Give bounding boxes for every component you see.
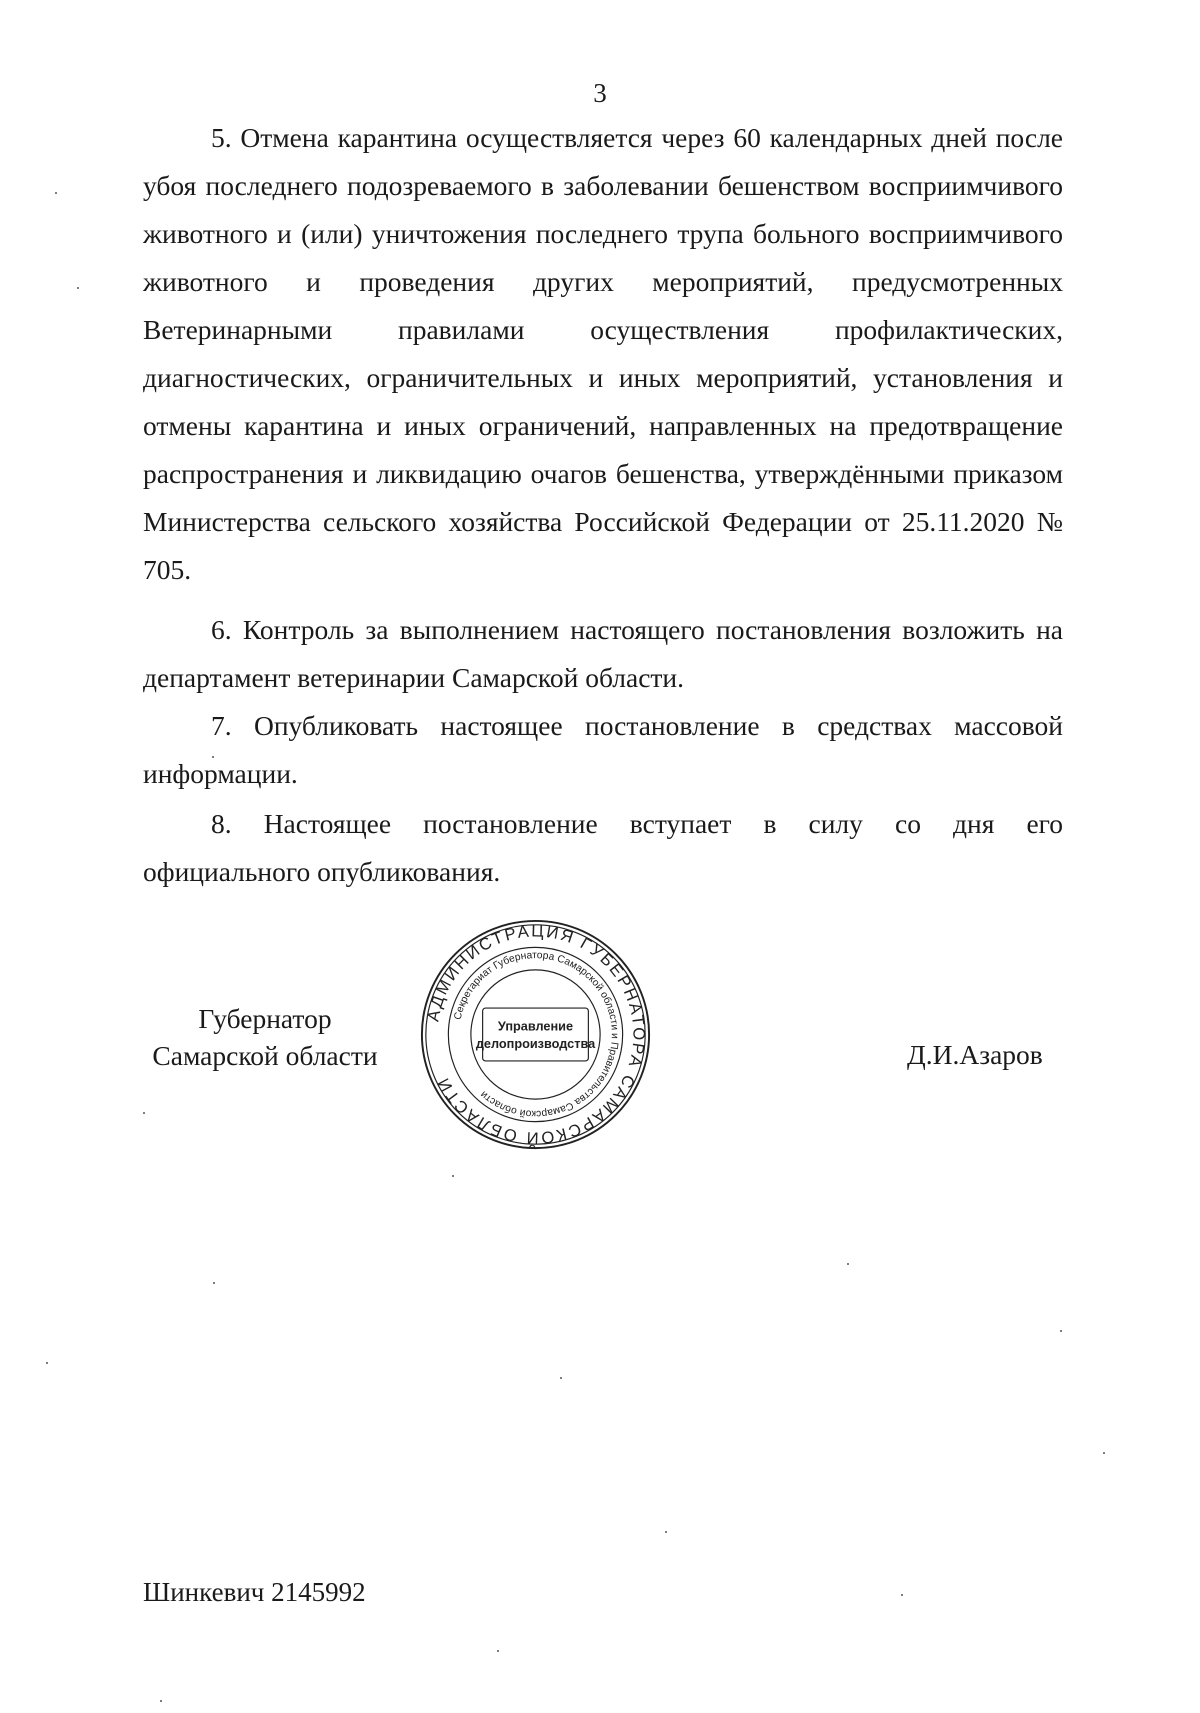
stamp-center-line-1: Управление [497, 1018, 574, 1034]
stamp-inner-text: Секретариат Губернатора Самарской области и Правительства Самарской области [452, 950, 620, 1119]
executor-info: Шинкевич 2145992 [143, 1577, 366, 1607]
scan-speck [497, 1650, 499, 1652]
paragraph-7: 7. Опубликовать настоящее постановление в средствах массовой информации. [143, 710, 1063, 789]
paragraph-8 [143, 800, 1063, 896]
scan-speck [1103, 1452, 1105, 1454]
scan-speck [77, 287, 79, 289]
scan-speck [847, 1263, 849, 1265]
signatory-name: Д.И.Азаров [907, 1039, 1043, 1070]
signatory-title-line-1: Губернатор [198, 1003, 332, 1034]
scan-speck [901, 1594, 903, 1596]
stamp-graphic [418, 917, 653, 1152]
page-number: 3 [593, 78, 607, 108]
stamp-center-line-2: делопроизводства [475, 1036, 596, 1052]
scan-speck [213, 1282, 215, 1284]
scan-speck [212, 756, 214, 758]
stamp-outer-text: АДМИНИСТРАЦИЯ ГУБЕРНАТОРА САМАРСКОЙ ОБЛАСТИ [423, 921, 649, 1148]
scan-speck [46, 1362, 48, 1364]
signatory-title [140, 1000, 390, 1074]
scan-speck [560, 1377, 562, 1379]
paragraph-8-line-2: официального опубликования. [143, 856, 501, 887]
paragraph-8-line-1: 8. Настоящее постановление вступает в силу со дня его [211, 808, 1063, 839]
scan-speck [452, 1175, 454, 1177]
scan-speck [55, 192, 57, 194]
paragraph-6: 6. Контроль за выполнением настоящего постановления возложить на департамент ветеринарии Самарской области. [143, 614, 1063, 693]
signatory-title-line-2: Самарской области [152, 1040, 378, 1071]
scan-speck [665, 1531, 667, 1533]
scan-speck [160, 1700, 162, 1702]
official-stamp [418, 917, 653, 1152]
scan-speck [143, 1112, 145, 1114]
scan-speck [1060, 1330, 1062, 1332]
paragraph-5: 5. Отмена карантина осуществляется через 60 календарных дней после убоя последнего подозреваемого в заболевании бешенством восприимчивого животного и (или) уничтожения последнего трупа больного восприимчивого животного и проведения других мероприятий, предусмотренных Ветеринарными правилами осуществления профилактических, диагностических, ограничительных и иных мероприятий, установления и отмены карантина и иных ограничений, направленных на предотвращение распространения и ликвидацию очагов бешенства, утверждёнными приказом Министерства сельского хозяйства Российской Федерации от 25.11.2020 № 705. [143, 122, 1063, 585]
